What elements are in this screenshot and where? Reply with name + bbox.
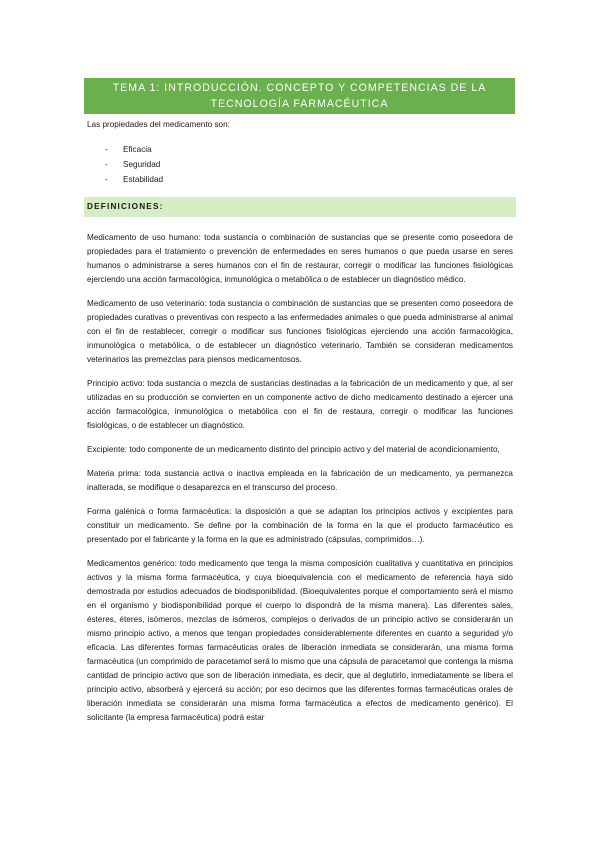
document-body	[87, 118, 513, 735]
properties-intro: Las propiedades del medicamento son:	[87, 120, 230, 129]
document-title: TEMA 1: INTRODUCCIÓN. CONCEPTO Y COMPETENCIAS DE LA TECNOLOGÍA FARMACÉUTICA	[84, 78, 515, 114]
property-item: - Seguridad	[87, 157, 513, 172]
property-item: - Estabilidad	[87, 172, 513, 187]
definition-paragraph: Excipiente: todo componente de un medicamento distinto del principio activo y del material de acondicionamiento,	[87, 445, 500, 454]
definition-paragraph: Forma galénica o forma farmacéutica: la disposición a que se adaptan los principios activos y excipientes para constituir un medicamento. Se define por la combinación de la forma en la que el producto farmacéutico es presentado por el fabricante y la forma en la que es administrado (cápsulas, comprimidos…).	[87, 507, 513, 544]
definition-paragraph: Medicamento de uso humano: toda sustancia o combinación de sustancias que se presente como poseedora de propiedades para el tratamiento o prevención de enfermedades en seres humanos o que pueda usarse en seres humanos o administrarse a seres humanos con el fin de restaurar, corregir o modificar las funciones fisiológicas ejerciendo una acción farmacológica, inmunológica o metabólica o de establecer un diagnóstico médico.	[87, 233, 513, 284]
definition-paragraph: Materia prima: toda sustancia activa o inactiva empleada en la fabricación de un medicamento, ya permanezca inalterada, se modifique o desaparezca en el transcurso del proceso.	[87, 469, 513, 492]
definitions-heading: DEFINICIONES:	[84, 197, 516, 217]
property-item: - Eficacia	[87, 142, 513, 157]
properties-list	[87, 142, 513, 187]
definition-paragraph: Medicamentos genérico: todo medicamento que tenga la misma composición cualitativa y cuantitativa en principios activos y la misma forma farmacéutica, y cuya bioequivalencia con el medicamento de referencia haya sido demostrada por estudios adecuados de biodisponibilidad. (Bioequivalentes porque el comportamiento será el mismo en el organismo y biodisponibilidad porque el cuerpo lo dispondrá de la misma manera). Las diferentes sales, ésteres, éteres, isómeros, mezclas de isómeros, complejos o derivados de un principio activo se considerarán un mismo principio activo, a menos que tengan propiedades considerablemente diferentes en cuanto a seguridad y/o eficacia. Las diferentes formas farmacéuticas orales de liberación inmediata se considerarán, una misma forma farmacéutica (un comprimido de paracetamol será lo mismo que una cápsula de paracetamol que contenga la misma cantidad de principio activo que son de liberación inmediata, es decir, que al deglutirlo, inmediatamente se libera el principio activo, absorberá y ejercerá su acción; por eso decimos que las diferentes formas farmacéuticas orales de liberación inmediata se considerarán una misma forma farmacéutica a efectos de medicamento genérico). El solicitante (la empresa farmacéutica) podrá estar	[87, 559, 513, 722]
definition-paragraph: Medicamento de uso veterinario: toda sustancia o combinación de sustancias que se presenten como poseedora de propiedades curativas o preventivas con respecto a las enfermedades animales o que pueda administrarse al animal con el fin de restablecer, corregir o modificar sus funciones fisiológicas ejerciendo una acción farmacológica, inmunológica o metabólica, o de establecer un diagnóstico veterinario. También se consideran medicamentos veterinarios las premezclas para piensos medicamentosos.	[87, 299, 513, 364]
definition-paragraph: Principio activo: toda sustancia o mezcla de sustancias destinadas a la fabricación de un medicamento y que, al ser utilizadas en su producción se convierten en un componente activo de dicho medicamento destinado a ejercer una acción farmacológica, inmunológica o metabólica con el fin de restaura, corregir o modificar las funciones fisiológicas, o de establecer un diagnóstico.	[87, 379, 513, 430]
